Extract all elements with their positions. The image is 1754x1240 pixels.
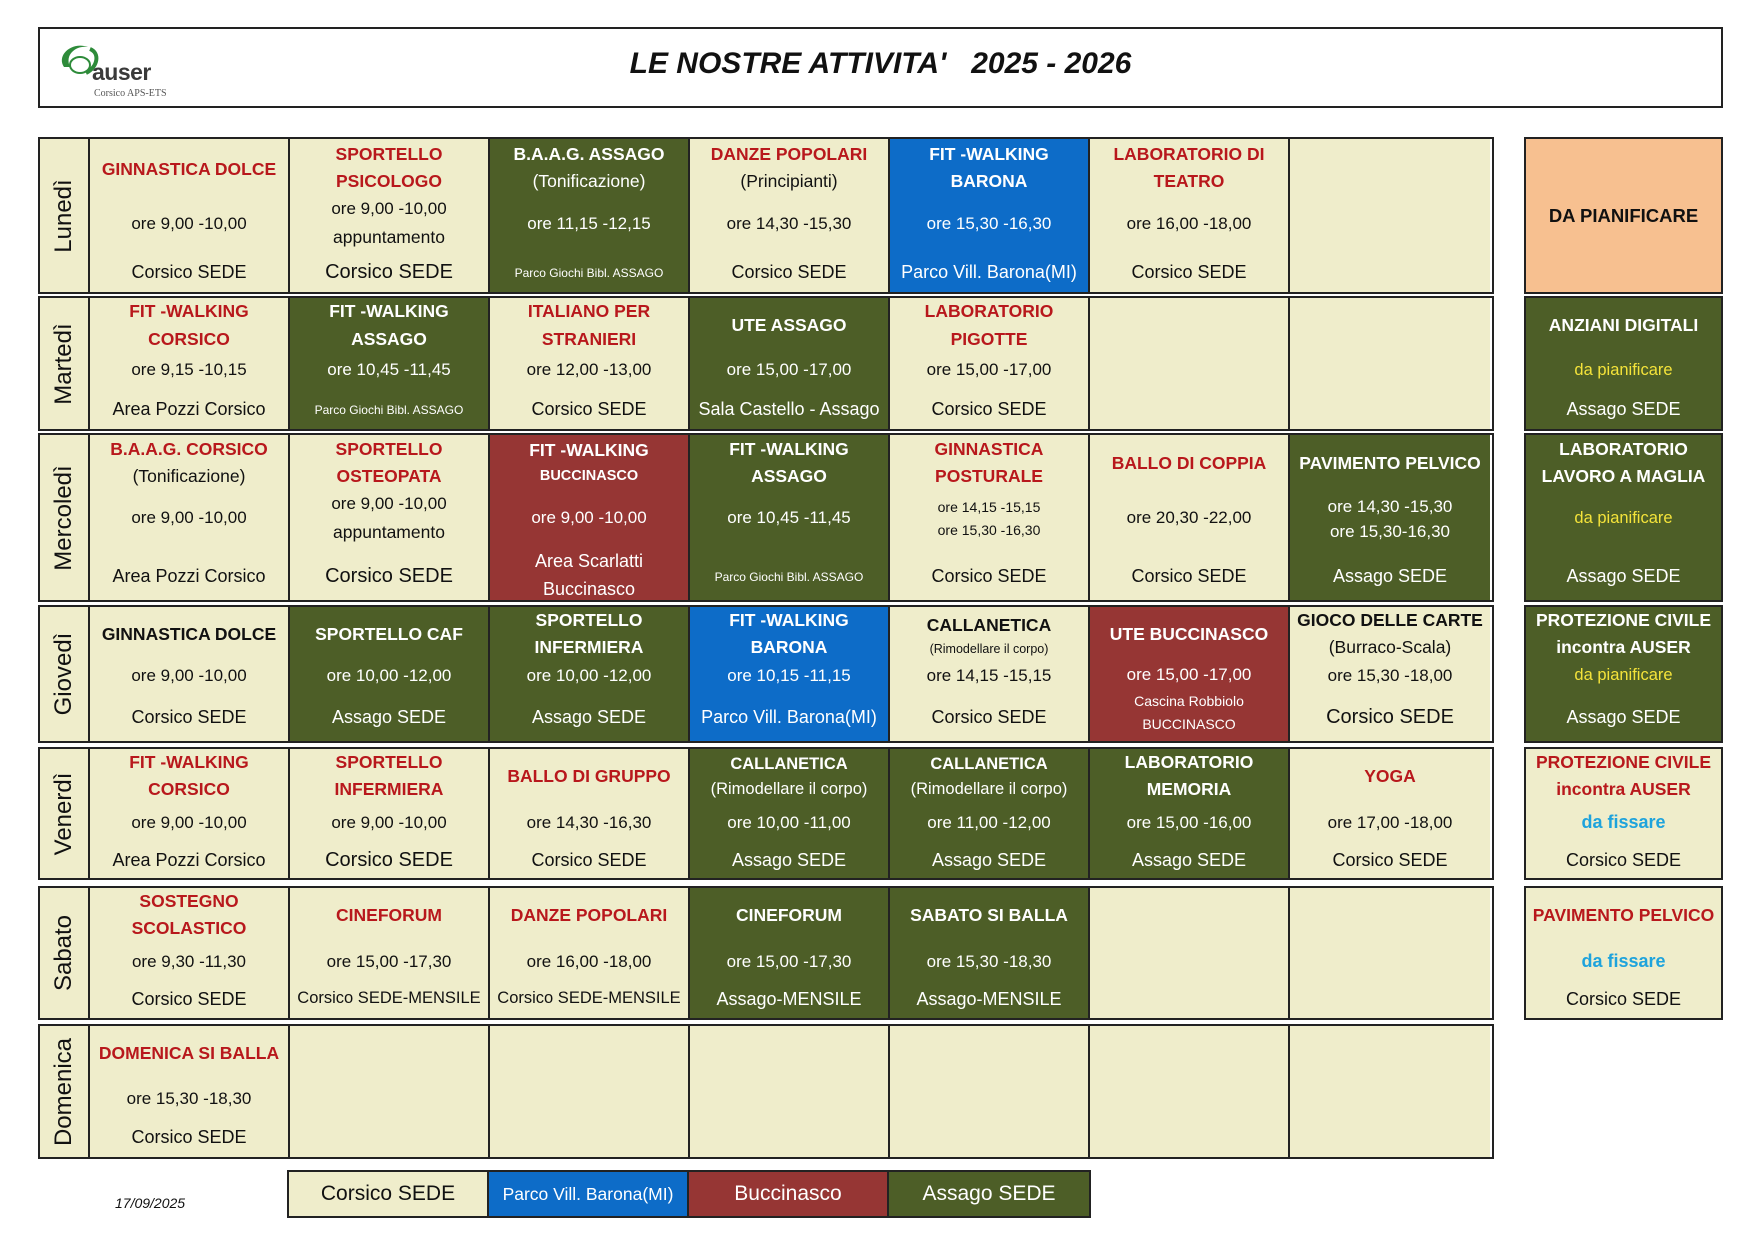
cell-text: ore 15,30 -16,30 bbox=[926, 214, 1052, 233]
cell-text: Assago SEDE bbox=[1566, 399, 1681, 419]
cell-text: LABORATORIO bbox=[924, 301, 1054, 321]
cell-text: (Tonificazione) bbox=[132, 466, 246, 486]
cell-text: Corsico SEDE bbox=[1326, 706, 1454, 728]
cell-text: CINEFORUM bbox=[736, 905, 842, 925]
day-label-mercoledi bbox=[40, 435, 90, 600]
cell-text: SPORTELLO bbox=[335, 439, 443, 459]
cell-text: Assago SEDE bbox=[531, 707, 647, 727]
cell-text: TEATRO bbox=[1153, 171, 1225, 191]
cell-text: ore 14,30 -16,30 bbox=[526, 813, 652, 832]
cell-text: BUCCINASCO bbox=[1142, 716, 1236, 732]
cell-text: ore 16,00 -18,00 bbox=[526, 952, 652, 971]
cell-text: Buccinasco bbox=[542, 579, 636, 599]
cell-text: LABORATORIO bbox=[1559, 439, 1688, 459]
cell-text: PIGOTTE bbox=[950, 329, 1028, 349]
cell-text: ore 15,00 -17,00 bbox=[1126, 665, 1252, 684]
legend-buccinasco: Buccinasco bbox=[689, 1172, 889, 1216]
cell-text: da fissare bbox=[1581, 951, 1666, 971]
cell-text: ore 9,30 -11,30 bbox=[131, 952, 247, 971]
empty-cell bbox=[1290, 888, 1490, 1018]
day-label-text: Mercoledì bbox=[50, 464, 77, 571]
row-lunedi bbox=[38, 137, 1494, 294]
row-sabato bbox=[38, 886, 1494, 1020]
cell-text: ore 14,30 -15,30 bbox=[1327, 497, 1453, 516]
row-venerdi bbox=[38, 747, 1494, 880]
cell-text: ore 9,00 -10,00 bbox=[131, 214, 247, 233]
cell-text: Area Pozzi Corsico bbox=[112, 399, 266, 419]
cell-text: ore 9,00 -10,00 bbox=[331, 813, 447, 832]
cell-text: CALLANETICA bbox=[926, 615, 1052, 635]
cell-text: ore 9,00 -10,00 bbox=[131, 666, 247, 685]
row-martedi bbox=[38, 296, 1494, 431]
activity-cell bbox=[690, 435, 890, 600]
cell-text: ore 14,15 -15,15 bbox=[926, 666, 1052, 685]
activity-cell bbox=[690, 298, 890, 429]
cell-text: Cascina Robbiolo bbox=[1134, 693, 1244, 709]
cell-text: SOSTEGNO bbox=[139, 891, 239, 911]
day-label-sabato bbox=[40, 888, 90, 1018]
legend-corsico-sede: Corsico SEDE bbox=[289, 1172, 489, 1216]
cell-text: FIT -WALKING bbox=[929, 144, 1049, 164]
cell-text: Assago SEDE bbox=[1131, 850, 1247, 870]
cell-text: ASSAGO bbox=[751, 466, 827, 486]
day-label-martedi bbox=[40, 298, 90, 429]
cell-text: (Burraco-Scala) bbox=[1328, 637, 1452, 657]
cell-text: ore 15,30 -18,30 bbox=[126, 1089, 252, 1108]
activity-cell bbox=[90, 139, 290, 292]
empty-cell bbox=[690, 1026, 890, 1157]
cell-text: ore 9,15 -10,15 bbox=[131, 360, 247, 379]
activity-cell bbox=[890, 607, 1090, 741]
cell-text: ore 9,00 -10,00 bbox=[131, 508, 247, 527]
cell-text: DANZE POPOLARI bbox=[510, 905, 668, 925]
side-box-protezione-civile-corsico bbox=[1524, 747, 1723, 880]
cell-text: GIOCO DELLE CARTE bbox=[1297, 610, 1483, 630]
cell-text: ore 12,00 -13,00 bbox=[526, 360, 652, 379]
cell-text: ore 14,15 -15,15 bbox=[937, 499, 1041, 515]
cell-text: LABORATORIO DI bbox=[1113, 144, 1265, 164]
cell-text: Assago-MENSILE bbox=[916, 989, 1062, 1009]
activity-cell bbox=[890, 139, 1090, 292]
day-label-lunedi bbox=[40, 139, 90, 292]
header bbox=[38, 27, 1723, 108]
cell-text: PROTEZIONE CIVILE bbox=[1535, 610, 1712, 630]
cell-text: da pianificare bbox=[1574, 666, 1673, 684]
cell-text: PAVIMENTO PELVICO bbox=[1532, 905, 1715, 925]
empty-cell bbox=[490, 1026, 690, 1157]
activity-cell bbox=[690, 749, 890, 878]
activity-cell bbox=[90, 1026, 290, 1157]
cell-text: BALLO DI COPPIA bbox=[1111, 453, 1267, 473]
empty-cell bbox=[1290, 1026, 1490, 1157]
cell-text: appuntamento bbox=[333, 227, 445, 247]
cell-text: Assago SEDE bbox=[731, 850, 847, 870]
empty-cell bbox=[1090, 1026, 1290, 1157]
empty-cell bbox=[890, 1026, 1090, 1157]
cell-text: INFERMIERA bbox=[534, 637, 644, 657]
row-domenica bbox=[38, 1024, 1494, 1159]
cell-text: Corsico SEDE bbox=[931, 399, 1047, 419]
cell-text: FIT -WALKING bbox=[129, 752, 249, 772]
cell-text: CORSICO bbox=[148, 779, 230, 799]
cell-text: ore 20,30 -22,00 bbox=[1126, 508, 1252, 527]
page-title: LE NOSTRE ATTIVITA' 2025 - 2026 bbox=[629, 47, 1132, 80]
activity-cell bbox=[690, 888, 890, 1018]
side-box-protezione-civile-assago bbox=[1524, 605, 1723, 743]
activity-cell bbox=[90, 888, 290, 1018]
cell-text: ore 9,00 -10,00 bbox=[531, 508, 647, 527]
cell-text: ore 11,15 -12,15 bbox=[527, 214, 651, 233]
cell-text: Assago SEDE bbox=[331, 707, 447, 727]
cell-text: Area Pozzi Corsico bbox=[112, 566, 266, 586]
side-box-pavimento-pelvico bbox=[1524, 886, 1723, 1020]
empty-cell bbox=[1090, 888, 1290, 1018]
row-mercoledi bbox=[38, 433, 1494, 602]
cell-text: BARONA bbox=[750, 637, 828, 657]
cell-text: Corsico SEDE bbox=[131, 989, 247, 1009]
day-label-text: Giovedì bbox=[50, 632, 77, 716]
cell-text: Corsico SEDE bbox=[731, 262, 847, 282]
activity-cell bbox=[490, 888, 690, 1018]
cell-text: ore 14,30 -15,30 bbox=[726, 214, 852, 233]
cell-text: UTE ASSAGO bbox=[731, 315, 847, 335]
cell-text: Parco Giochi Bibl. ASSAGO bbox=[714, 570, 864, 584]
cell-text: STRANIERI bbox=[541, 329, 637, 349]
cell-text: BARONA bbox=[950, 171, 1028, 191]
cell-text: ore 15,00 -17,00 bbox=[726, 360, 852, 379]
day-label-text: Martedì bbox=[50, 322, 77, 405]
activity-cell bbox=[890, 749, 1090, 878]
cell-text: MEMORIA bbox=[1146, 779, 1232, 799]
activity-cell bbox=[890, 888, 1090, 1018]
cell-text: B.A.A.G. ASSAGO bbox=[513, 144, 665, 164]
activity-cell bbox=[1090, 749, 1290, 878]
document-date: 17/09/2025 bbox=[115, 1195, 186, 1211]
cell-text: incontra AUSER bbox=[1556, 637, 1691, 657]
cell-text: Corsico SEDE bbox=[325, 261, 453, 283]
cell-text: (Rimodellare il corpo) bbox=[910, 780, 1068, 798]
cell-text: Assago SEDE bbox=[931, 850, 1047, 870]
cell-text: DOMENICA SI BALLA bbox=[98, 1043, 280, 1063]
cell-text: (Rimodellare il corpo) bbox=[929, 642, 1049, 656]
cell-text: ANZIANI DIGITALI bbox=[1548, 315, 1699, 335]
cell-text: (Principianti) bbox=[740, 171, 838, 191]
day-label-text: Domenica bbox=[50, 1037, 77, 1146]
cell-text: Corsico SEDE bbox=[531, 850, 647, 870]
activity-cell bbox=[90, 607, 290, 741]
empty-cell bbox=[290, 1026, 490, 1157]
activity-cell bbox=[1290, 607, 1490, 741]
cell-text: Corsico SEDE bbox=[1332, 850, 1448, 870]
activity-cell bbox=[490, 607, 690, 741]
cell-text: Assago SEDE bbox=[1566, 566, 1681, 586]
cell-text: da fissare bbox=[1581, 812, 1666, 832]
cell-text: ASSAGO bbox=[351, 329, 427, 349]
cell-text: ore 15,00 -16,00 bbox=[1126, 813, 1252, 832]
cell-text: Corsico SEDE bbox=[325, 565, 453, 587]
cell-text: LAVORO A MAGLIA bbox=[1541, 466, 1706, 486]
activity-cell bbox=[490, 298, 690, 429]
activity-cell bbox=[490, 139, 690, 292]
activity-cell bbox=[1090, 607, 1290, 741]
color-legend bbox=[287, 1170, 1091, 1218]
activity-cell bbox=[290, 749, 490, 878]
cell-text: Area Pozzi Corsico bbox=[112, 850, 266, 870]
cell-text: FIT -WALKING bbox=[529, 440, 649, 460]
cell-text: Parco Vill. Barona(MI) bbox=[701, 707, 877, 727]
cell-text: ore 10,00 -11,00 bbox=[727, 813, 851, 832]
day-label-text: Venerdì bbox=[50, 772, 77, 855]
cell-text: ore 15,30-16,30 bbox=[1329, 522, 1451, 541]
legend-assago-sede: Assago SEDE bbox=[889, 1172, 1089, 1216]
cell-text: CINEFORUM bbox=[336, 905, 442, 925]
cell-text: ore 10,00 -12,00 bbox=[526, 666, 652, 685]
cell-text: Corsico SEDE bbox=[325, 849, 453, 871]
cell-text: Parco Giochi Bibl. ASSAGO bbox=[514, 266, 664, 280]
row-giovedi bbox=[38, 605, 1494, 743]
activity-cell bbox=[890, 435, 1090, 600]
cell-text: CALLANETICA bbox=[730, 755, 848, 773]
cell-text: GINNASTICA DOLCE bbox=[101, 624, 277, 644]
activity-cell bbox=[890, 298, 1090, 429]
cell-text: Corsico SEDE bbox=[931, 566, 1047, 586]
cell-text: ore 17,00 -18,00 bbox=[1327, 813, 1453, 832]
side-box-da-pianificare bbox=[1524, 137, 1723, 294]
cell-text: BUCCINASCO bbox=[539, 468, 639, 484]
cell-text: OSTEOPATA bbox=[336, 466, 442, 486]
cell-text: Corsico SEDE-MENSILE bbox=[497, 989, 681, 1007]
cell-text: ore 15,00 -17,30 bbox=[726, 952, 852, 971]
activity-cell bbox=[1090, 139, 1290, 292]
activity-cell bbox=[690, 139, 890, 292]
empty-cell bbox=[1090, 298, 1290, 429]
cell-text: UTE BUCCINASCO bbox=[1109, 624, 1269, 644]
cell-text: DA PIANIFICARE bbox=[1548, 205, 1699, 226]
empty-cell bbox=[1290, 298, 1490, 429]
cell-text: BALLO DI GRUPPO bbox=[507, 766, 671, 786]
cell-text: Corsico SEDE-MENSILE bbox=[297, 989, 481, 1007]
day-label-venerdi bbox=[40, 749, 90, 878]
activity-cell bbox=[690, 607, 890, 741]
activity-cell bbox=[490, 749, 690, 878]
activity-cell bbox=[290, 139, 490, 292]
cell-text: Area Scarlatti bbox=[534, 551, 644, 571]
activity-cell bbox=[290, 298, 490, 429]
cell-text: SABATO SI BALLA bbox=[910, 905, 1068, 925]
activity-cell bbox=[90, 749, 290, 878]
cell-text: ITALIANO PER bbox=[527, 301, 651, 321]
cell-text: da pianificare bbox=[1574, 509, 1673, 527]
activity-cell bbox=[1290, 749, 1490, 878]
cell-text: Corsico SEDE bbox=[931, 707, 1047, 727]
day-label-text: Lunedì bbox=[50, 178, 77, 253]
cell-text: GINNASTICA DOLCE bbox=[101, 159, 277, 179]
cell-text: Assago SEDE bbox=[1566, 707, 1681, 727]
cell-text: ore 15,30 -18,00 bbox=[1327, 666, 1453, 685]
legend-barona: Parco Vill. Barona(MI) bbox=[489, 1172, 689, 1216]
cell-text: Corsico SEDE bbox=[1565, 989, 1682, 1009]
cell-text: da pianificare bbox=[1574, 361, 1673, 379]
cell-text: SPORTELLO bbox=[535, 610, 643, 630]
cell-text: SPORTELLO CAF bbox=[315, 624, 463, 644]
activity-cell bbox=[1290, 435, 1490, 600]
cell-text: (Tonificazione) bbox=[532, 171, 646, 191]
cell-text: ore 10,45 -11,45 bbox=[327, 360, 451, 379]
activity-cell bbox=[290, 888, 490, 1018]
cell-text: ore 9,00 -10,00 bbox=[331, 199, 447, 218]
cell-text: POSTURALE bbox=[935, 466, 1043, 486]
cell-text: SCOLASTICO bbox=[131, 918, 247, 938]
activity-cell bbox=[90, 298, 290, 429]
cell-text: PROTEZIONE CIVILE bbox=[1535, 752, 1712, 772]
cell-text: B.A.A.G. CORSICO bbox=[110, 439, 268, 459]
cell-text: LABORATORIO bbox=[1124, 752, 1254, 772]
activity-cell bbox=[1090, 435, 1290, 600]
cell-text: ore 10,00 -12,00 bbox=[326, 666, 452, 685]
cell-text: PSICOLOGO bbox=[336, 171, 442, 191]
empty-cell bbox=[1290, 139, 1490, 292]
cell-text: Parco Vill. Barona(MI) bbox=[901, 262, 1077, 282]
cell-text: appuntamento bbox=[333, 522, 445, 542]
cell-text: PAVIMENTO PELVICO bbox=[1299, 453, 1481, 473]
cell-text: FIT -WALKING bbox=[729, 610, 849, 630]
cell-text: Corsico SEDE bbox=[1565, 850, 1682, 870]
side-box-anziani-digitali bbox=[1524, 296, 1723, 431]
activity-cell bbox=[290, 435, 490, 600]
cell-text: ore 11,00 -12,00 bbox=[927, 813, 1051, 832]
cell-text: Assago SEDE bbox=[1332, 566, 1448, 586]
cell-text: ore 9,00 -10,00 bbox=[331, 494, 447, 513]
cell-text: DANZE POPOLARI bbox=[710, 144, 868, 164]
cell-text: FIT -WALKING bbox=[729, 439, 849, 459]
cell-text: CORSICO bbox=[148, 329, 230, 349]
cell-text: FIT -WALKING bbox=[329, 301, 449, 321]
day-label-text: Sabato bbox=[50, 914, 77, 992]
cell-text: (Rimodellare il corpo) bbox=[710, 780, 868, 798]
cell-text: ore 15,00 -17,00 bbox=[926, 360, 1052, 379]
cell-text: GINNASTICA bbox=[934, 439, 1044, 459]
cell-text: Assago-MENSILE bbox=[716, 989, 862, 1009]
logo-word: auser bbox=[92, 59, 151, 85]
cell-text: ore 15,00 -17,30 bbox=[326, 952, 452, 971]
cell-text: CALLANETICA bbox=[930, 755, 1048, 773]
cell-text: SPORTELLO bbox=[335, 144, 443, 164]
cell-text: INFERMIERA bbox=[334, 779, 444, 799]
cell-text: Sala Castello - Assago bbox=[698, 399, 880, 419]
cell-text: Corsico SEDE bbox=[531, 399, 647, 419]
cell-text: Corsico SEDE bbox=[131, 707, 247, 727]
activity-cell bbox=[290, 607, 490, 741]
side-box-lavoro-maglia bbox=[1524, 433, 1723, 602]
cell-text: ore 9,00 -10,00 bbox=[131, 813, 247, 832]
cell-text: Corsico SEDE bbox=[1131, 262, 1247, 282]
activity-cell bbox=[90, 435, 290, 600]
cell-text: ore 10,15 -11,15 bbox=[727, 666, 851, 685]
cell-text: Parco Giochi Bibl. ASSAGO bbox=[314, 403, 464, 417]
cell-text: ore 16,00 -18,00 bbox=[1126, 214, 1252, 233]
day-label-giovedi bbox=[40, 607, 90, 741]
logo-subtitle: Corsico APS-ETS bbox=[94, 88, 167, 99]
cell-text: ore 15,30 -16,30 bbox=[937, 522, 1041, 538]
activity-cell bbox=[490, 435, 690, 600]
cell-text: FIT -WALKING bbox=[129, 301, 249, 321]
cell-text: ore 15,30 -18,30 bbox=[926, 952, 1052, 971]
cell-text: SPORTELLO bbox=[335, 752, 443, 772]
cell-text: Corsico SEDE bbox=[1131, 566, 1247, 586]
cell-text: incontra AUSER bbox=[1556, 779, 1691, 799]
cell-text: ore 10,45 -11,45 bbox=[727, 508, 851, 527]
cell-text: YOGA bbox=[1364, 766, 1416, 786]
cell-text: Corsico SEDE bbox=[131, 262, 247, 282]
day-label-domenica bbox=[40, 1026, 90, 1157]
cell-text: Corsico SEDE bbox=[131, 1127, 247, 1147]
